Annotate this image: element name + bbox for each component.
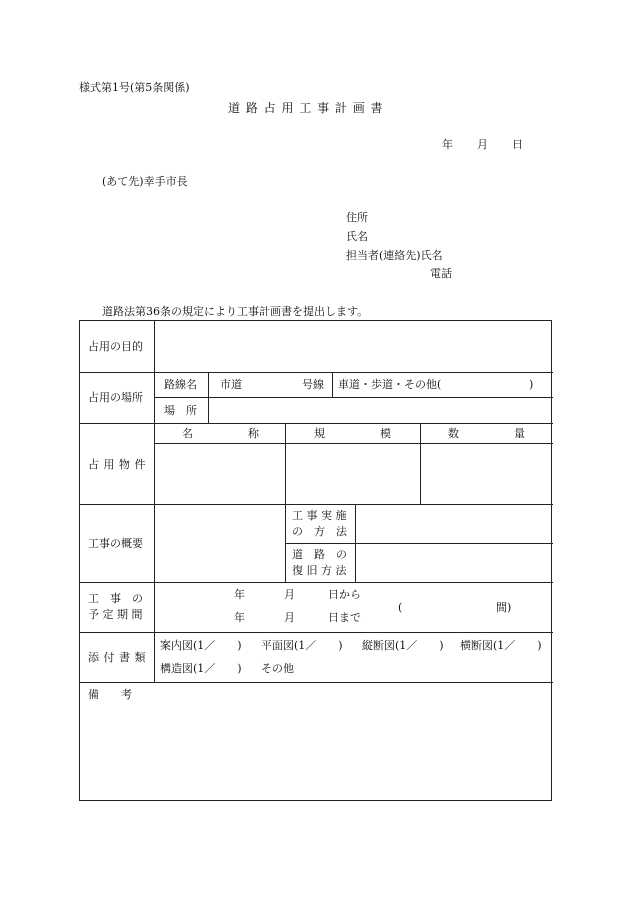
from-month: 月 bbox=[284, 588, 295, 601]
col-divider bbox=[208, 372, 209, 423]
row-divider bbox=[154, 443, 553, 444]
place-field[interactable] bbox=[210, 399, 551, 421]
from-year: 年 bbox=[234, 588, 245, 601]
to-month: 月 bbox=[284, 611, 295, 624]
document-title: 道 路 占 用 工 事 計 画 書 bbox=[228, 101, 384, 115]
summary-label: 工事の概要 bbox=[88, 537, 143, 550]
attachment-other: その他 bbox=[261, 662, 294, 675]
date-year: 年 bbox=[442, 138, 453, 151]
restore-field[interactable] bbox=[357, 545, 551, 581]
summary-field[interactable] bbox=[156, 506, 283, 580]
row-divider bbox=[80, 372, 553, 373]
addressee: (あて先)幸手市長 bbox=[102, 175, 188, 188]
row-divider bbox=[80, 632, 553, 633]
attachment-guide-map: 案内図(1／ ) bbox=[160, 639, 242, 652]
method-label bbox=[292, 508, 347, 540]
attachment-structure: 構造図(1／ ) bbox=[160, 662, 242, 675]
col-divider bbox=[285, 504, 286, 582]
applicant-name-label: 氏名 bbox=[346, 230, 368, 243]
method-label-line2: の 方 法 bbox=[292, 525, 347, 538]
col-qty-1: 数 bbox=[448, 427, 459, 440]
row-divider bbox=[154, 397, 553, 398]
method-field[interactable] bbox=[357, 506, 551, 542]
place-label: 場 所 bbox=[164, 404, 197, 417]
application-table bbox=[79, 320, 552, 801]
period-label-line1: 工 事 の bbox=[88, 592, 143, 605]
object-spec-field[interactable] bbox=[287, 445, 418, 502]
date-month: 月 bbox=[477, 138, 488, 151]
restore-label bbox=[292, 547, 347, 579]
from-day: 日から bbox=[328, 588, 361, 601]
route-number-suffix: 号線 bbox=[302, 378, 324, 391]
route-name-label: 路線名 bbox=[164, 378, 197, 391]
col-name-1: 名 bbox=[182, 427, 193, 440]
days-close: 間) bbox=[496, 601, 512, 614]
row-divider bbox=[80, 423, 553, 424]
period-label bbox=[88, 591, 143, 623]
contact-person-label: 担当者(連絡先)氏名 bbox=[346, 249, 443, 262]
row-divider bbox=[80, 504, 553, 505]
to-day: 日まで bbox=[328, 611, 361, 624]
col-divider bbox=[355, 504, 356, 582]
col-spec-2: 模 bbox=[380, 427, 391, 440]
to-year: 年 bbox=[234, 611, 245, 624]
form-number: 様式第1号(第5条関係) bbox=[79, 81, 190, 94]
row-divider bbox=[80, 682, 553, 683]
row-divider bbox=[80, 582, 553, 583]
object-name-field[interactable] bbox=[156, 445, 283, 502]
submission-statement: 道路法第36条の規定により工事計画書を提出します。 bbox=[102, 305, 369, 318]
days-open: ( bbox=[398, 601, 403, 614]
col-qty-2: 量 bbox=[514, 427, 525, 440]
object-qty-field[interactable] bbox=[422, 445, 551, 502]
purpose-field[interactable] bbox=[156, 323, 551, 370]
col-name-2: 称 bbox=[248, 427, 259, 440]
attachment-plan-view: 平面図(1／ ) bbox=[261, 639, 343, 652]
col-divider bbox=[420, 423, 421, 504]
col-divider bbox=[285, 423, 286, 504]
phone-label: 電話 bbox=[430, 267, 452, 280]
attachment-cross-section: 横断図(1／ ) bbox=[460, 639, 542, 652]
road-type-options: 車道・歩道・その他( bbox=[338, 378, 442, 391]
purpose-label: 占用の目的 bbox=[88, 340, 143, 353]
restore-label-line1: 道 路 の bbox=[292, 548, 347, 561]
remarks-field[interactable] bbox=[82, 703, 551, 799]
row-divider bbox=[285, 543, 553, 544]
restore-label-line2: 復 旧 方 法 bbox=[292, 564, 347, 577]
col-divider bbox=[332, 372, 333, 397]
method-label-line1: 工 事 実 施 bbox=[292, 509, 347, 522]
attachment-longitudinal: 縦断図(1／ ) bbox=[362, 639, 444, 652]
col-divider bbox=[154, 321, 155, 682]
col-spec-1: 規 bbox=[314, 427, 325, 440]
date-day: 日 bbox=[512, 138, 523, 151]
route-city: 市道 bbox=[220, 378, 242, 391]
objects-label: 占 用 物 件 bbox=[88, 458, 146, 471]
period-label-line2: 予 定 期 間 bbox=[88, 608, 143, 621]
location-label: 占用の場所 bbox=[88, 391, 143, 404]
road-type-close: ) bbox=[529, 378, 534, 391]
attachments-label: 添 付 書 類 bbox=[88, 651, 146, 664]
remarks-label: 備 考 bbox=[88, 688, 132, 701]
applicant-address-label: 住所 bbox=[346, 211, 368, 224]
